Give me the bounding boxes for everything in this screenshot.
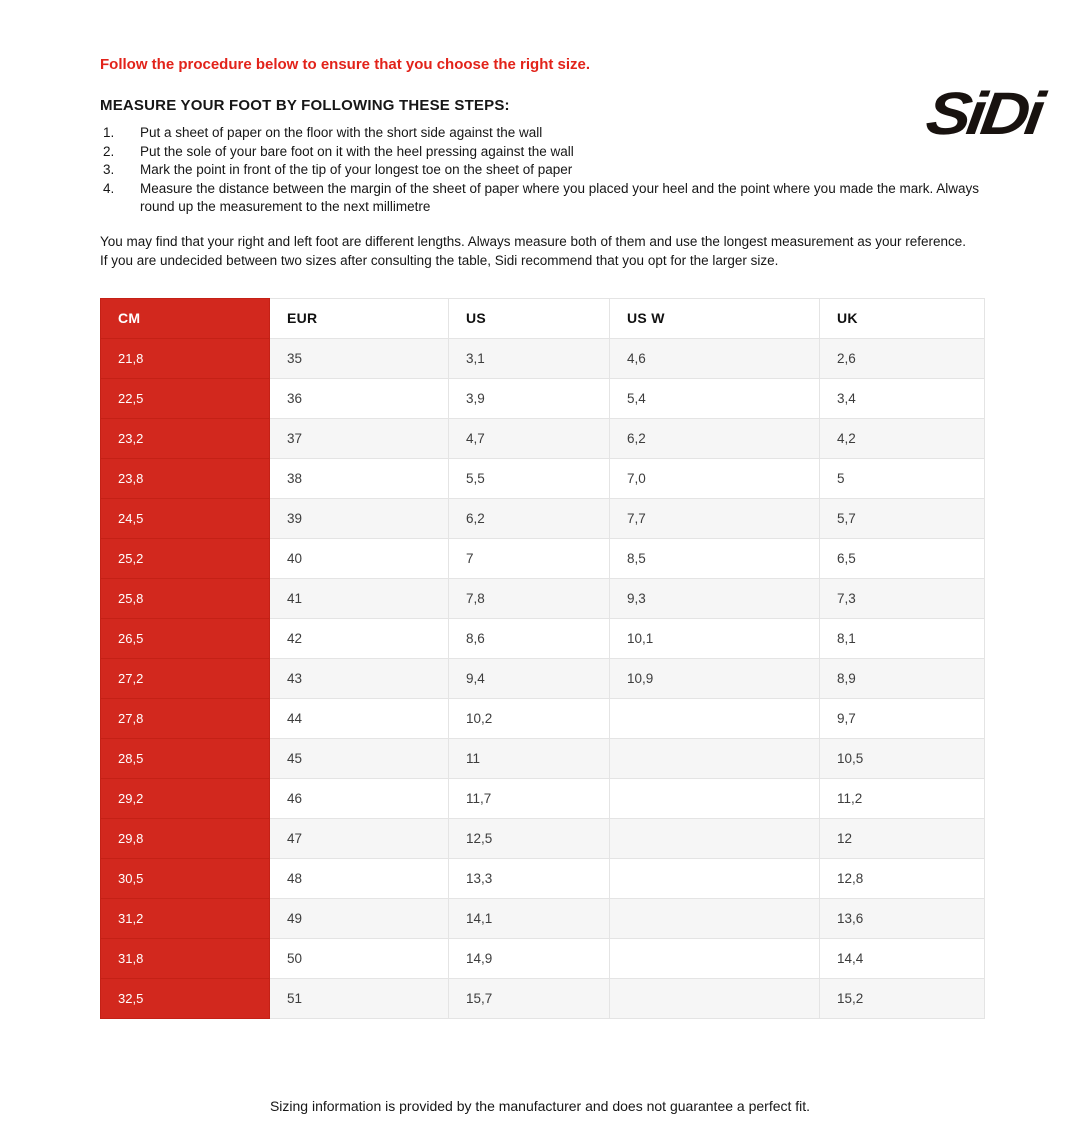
size-cell-us: 14,9: [449, 938, 610, 978]
step-number: 2.: [103, 143, 115, 159]
size-cell-eur: 37: [270, 418, 449, 458]
size-cell-uk: 12,8: [820, 858, 985, 898]
step-number: 1.: [103, 125, 115, 140]
size-cell-cm: 25,2: [101, 538, 270, 578]
size-cell-cm: 27,8: [101, 698, 270, 738]
step-text: Mark the point in front of the tip of your longest toe on the sheet of paper: [140, 162, 573, 177]
size-cell-eur: 38: [270, 458, 449, 498]
table-row: [101, 378, 985, 418]
table-row: [101, 338, 985, 378]
size-cell-us-w: [610, 778, 820, 818]
table-row: [101, 898, 985, 938]
size-cell-us-w: [610, 738, 820, 778]
size-cell-cm: 29,2: [101, 778, 270, 818]
size-cell-eur: 42: [270, 618, 449, 658]
size-cell-eur: 49: [270, 898, 449, 938]
size-cell-us: 3,1: [449, 338, 610, 378]
size-cell-uk: 13,6: [820, 898, 985, 938]
size-cell-uk: 5: [820, 458, 985, 498]
size-cell-eur: 40: [270, 538, 449, 578]
size-cell-uk: 8,1: [820, 618, 985, 658]
size-cell-uk: 2,6: [820, 338, 985, 378]
size-cell-us-w: 6,2: [610, 418, 820, 458]
note-larger-size: If you are undecided between two sizes after consulting the table, Sidi recommend that you opt for the larger size.: [100, 252, 779, 268]
size-cell-eur: 48: [270, 858, 449, 898]
size-cell-cm: 23,8: [101, 458, 270, 498]
size-cell-uk: 14,4: [820, 938, 985, 978]
size-table-body: [101, 338, 985, 1018]
size-cell-us: 11: [449, 738, 610, 778]
size-cell-us: 6,2: [449, 498, 610, 538]
table-row: [101, 618, 985, 658]
table-row: [101, 538, 985, 578]
step-number: 3.: [103, 162, 115, 177]
size-cell-us-w: 5,4: [610, 378, 820, 418]
table-row: [101, 658, 985, 698]
column-header-cm: CM: [101, 298, 270, 338]
notes: [100, 232, 984, 270]
size-cell-cm: 32,5: [101, 978, 270, 1018]
sizing-guide-page: [0, 56, 1080, 1136]
size-cell-uk: 12: [820, 818, 985, 858]
table-row: [101, 938, 985, 978]
size-cell-eur: 47: [270, 818, 449, 858]
headline: Follow the procedure below to ensure that you choose the right size.: [100, 56, 591, 73]
size-cell-cm: 23,2: [101, 418, 270, 458]
size-cell-us-w: 9,3: [610, 578, 820, 618]
size-cell-us: 3,9: [449, 378, 610, 418]
size-cell-eur: 43: [270, 658, 449, 698]
size-cell-us: 12,5: [449, 818, 610, 858]
table-row: [101, 578, 985, 618]
size-cell-us-w: [610, 818, 820, 858]
size-cell-eur: 44: [270, 698, 449, 738]
size-cell-us-w: 10,1: [610, 618, 820, 658]
size-cell-eur: 39: [270, 498, 449, 538]
column-header-uk: UK: [820, 298, 985, 338]
step-item: [100, 180, 984, 217]
size-cell-cm: 30,5: [101, 858, 270, 898]
size-cell-us-w: [610, 978, 820, 1018]
size-cell-uk: 6,5: [820, 538, 985, 578]
column-header-us-w: US W: [610, 298, 820, 338]
size-cell-us-w: 8,5: [610, 538, 820, 578]
size-cell-uk: 4,2: [820, 418, 985, 458]
size-cell-cm: 28,5: [101, 738, 270, 778]
size-cell-uk: 7,3: [820, 578, 985, 618]
size-cell-eur: 51: [270, 978, 449, 1018]
footer-disclaimer: Sizing information is provided by the manufacturer and does not guarantee a perfect fit.: [269, 1098, 811, 1114]
step-item: [100, 161, 984, 180]
size-cell-us-w: [610, 858, 820, 898]
size-cell-us: 5,5: [449, 458, 610, 498]
size-cell-us-w: [610, 938, 820, 978]
size-cell-cm: 31,8: [101, 938, 270, 978]
size-table-head-row: [101, 298, 985, 338]
size-cell-cm: 31,2: [101, 898, 270, 938]
size-cell-uk: 10,5: [820, 738, 985, 778]
sidi-logo: [830, 78, 1045, 150]
table-row: [101, 978, 985, 1018]
table-row: [101, 418, 985, 458]
column-header-eur: EUR: [270, 298, 449, 338]
column-header-us: US: [449, 298, 610, 338]
steps-title: MEASURE YOUR FOOT BY FOLLOWING THESE STEPS:: [100, 97, 510, 114]
size-cell-eur: 45: [270, 738, 449, 778]
table-row: [101, 738, 985, 778]
size-cell-eur: 50: [270, 938, 449, 978]
size-cell-cm: 21,8: [101, 338, 270, 378]
size-cell-uk: 8,9: [820, 658, 985, 698]
table-row: [101, 698, 985, 738]
size-cell-us-w: 10,9: [610, 658, 820, 698]
table-row: [101, 818, 985, 858]
size-cell-eur: 41: [270, 578, 449, 618]
size-cell-uk: 3,4: [820, 378, 985, 418]
sidi-logo-text: SiDi: [922, 80, 1045, 147]
instructions-section: [100, 56, 984, 1019]
size-cell-uk: 9,7: [820, 698, 985, 738]
size-cell-uk: 11,2: [820, 778, 985, 818]
size-table: [100, 298, 985, 1019]
size-cell-us: 11,7: [449, 778, 610, 818]
size-cell-uk: 15,2: [820, 978, 985, 1018]
step-text: Put the sole of your bare foot on it with the heel pressing against the wall: [140, 143, 574, 159]
size-cell-us-w: 4,6: [610, 338, 820, 378]
size-cell-eur: 36: [270, 378, 449, 418]
table-row: [101, 458, 985, 498]
size-cell-cm: 22,5: [101, 378, 270, 418]
size-cell-us: 4,7: [449, 418, 610, 458]
size-cell-us: 7,8: [449, 578, 610, 618]
size-cell-us: 7: [449, 538, 610, 578]
note-measure-both: You may find that your right and left foot are different lengths. Always measure both of them and use the longest measurement as your reference.: [100, 233, 967, 249]
size-cell-us: 10,2: [449, 698, 610, 738]
size-cell-eur: 35: [270, 338, 449, 378]
size-cell-us: 14,1: [449, 898, 610, 938]
size-cell-us-w: [610, 698, 820, 738]
size-cell-eur: 46: [270, 778, 449, 818]
size-cell-cm: 24,5: [101, 498, 270, 538]
size-cell-cm: 29,8: [101, 818, 270, 858]
table-row: [101, 858, 985, 898]
size-cell-us-w: 7,0: [610, 458, 820, 498]
size-cell-us: 13,3: [449, 858, 610, 898]
step-number: 4.: [103, 180, 115, 196]
size-cell-cm: 26,5: [101, 618, 270, 658]
size-cell-uk: 5,7: [820, 498, 985, 538]
size-cell-cm: 27,2: [101, 658, 270, 698]
size-cell-us-w: [610, 898, 820, 938]
size-cell-us: 8,6: [449, 618, 610, 658]
table-row: [101, 778, 985, 818]
table-row: [101, 498, 985, 538]
size-cell-cm: 25,8: [101, 578, 270, 618]
step-text: Measure the distance between the margin of the sheet of paper where you placed your heel and the point where you made the mark. Always round up the measurement to the next millimetre: [140, 180, 980, 214]
step-text: Put a sheet of paper on the floor with the short side against the wall: [140, 125, 543, 140]
size-cell-us-w: 7,7: [610, 498, 820, 538]
size-cell-us: 15,7: [449, 978, 610, 1018]
size-cell-us: 9,4: [449, 658, 610, 698]
